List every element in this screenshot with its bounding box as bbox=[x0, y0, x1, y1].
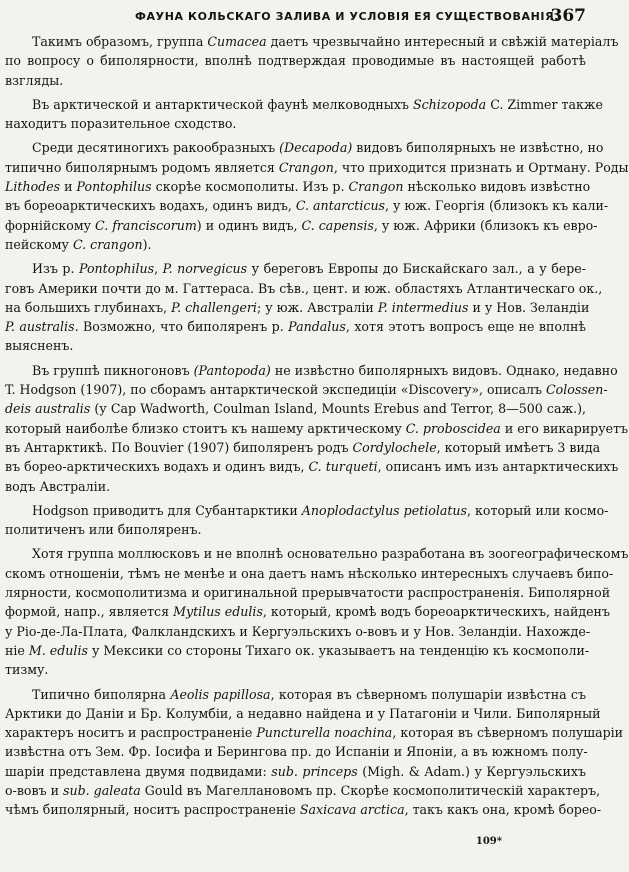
text-line: въ борео-арктическихъ водахъ и одинъ видъ, C. turqueti, описанъ имъ изъ антарктическихъ bbox=[5, 459, 619, 475]
taxon-name: sub. galeata bbox=[63, 782, 141, 798]
text-line: ніе M. edulis у Мексики со стороны Тихаго ок. указываетъ на тенденцію къ космополи- bbox=[5, 642, 590, 658]
taxon-name: (Pantopoda) bbox=[193, 362, 271, 378]
taxon-name: (Decapoda) bbox=[279, 140, 353, 156]
text-line: Такимъ образомъ, группа Cumacea даетъ чрезвычайно интересный и свѣжій матеріалъ bbox=[32, 34, 619, 49]
paragraph bbox=[5, 95, 603, 134]
page-body bbox=[5, 32, 629, 820]
text-line: по вопросу о биполярности, вполнѣ подтверждая проводимые въ настоящей работѣ bbox=[5, 53, 586, 69]
taxon-name: Pontophilus bbox=[79, 261, 155, 277]
taxon-name: P. intermedius bbox=[377, 299, 469, 315]
taxon-name: Crangon bbox=[278, 159, 334, 175]
paragraph bbox=[5, 361, 629, 496]
paragraph bbox=[5, 544, 629, 679]
text-line: Lithodes и Pontophilus скорѣе космополиты. Изъ р. Crangon нѣсколько видовъ извѣстно bbox=[5, 179, 591, 195]
text-line: шаріи представлена двумя подвидами: sub. princeps (Migh. & Adam.) у Кергуэльскихъ bbox=[5, 763, 586, 779]
text-line: типично биполярнымъ родомъ является Crangon, что приходится признать и Ортману. Роды bbox=[5, 159, 629, 175]
text-line: говъ Америки почти до м. Гаттераса. Въ сѣв., цент. и юж. областяхъ Атлантическаго ок., bbox=[5, 280, 603, 296]
text-line: въ бореоарктическихъ водахъ, одинъ видъ, C. antarcticus, у юж. Георгія (близокъ къ кали- bbox=[5, 198, 609, 214]
taxon-name: Pontophilus bbox=[76, 179, 152, 195]
text-line: Въ группѣ пикногоновъ (Pantopoda) не извѣстно биполярныхъ видовъ. Однако, недавно bbox=[32, 362, 618, 378]
text-line: находитъ поразительное сходство. bbox=[5, 116, 237, 132]
text-line: форнійскому C. franciscorum) и одинъ видъ, C. capensis, у юж. Африки (близокъ къ евро- bbox=[5, 217, 598, 233]
taxon-name: Mytilus edulis bbox=[173, 604, 263, 620]
taxon-name: Lithodes bbox=[5, 179, 61, 195]
text-line: скомъ отношеніи, тѣмъ не менѣе и она даетъ намъ нѣсколько интересныхъ случаевъ бипо- bbox=[5, 565, 614, 581]
text-line: Изъ р. Pontophilus, P. norvegicus у береговъ Европы до Бискайскаго зал., а у бере- bbox=[32, 261, 586, 277]
text-line: Хотя группа моллюсковъ и не вполнѣ основательно разработана въ зоогеографическомъ bbox=[32, 546, 629, 562]
text-line: Hodgson приводитъ для Субантарктики Anoplodactylus petiolatus, который или космо- bbox=[32, 502, 609, 518]
text-line: извѣстна отъ Зем. Фр. Іосифа и Берингова пр. до Испаніи и Японіи, а въ южномъ полу- bbox=[5, 744, 588, 760]
text-line: который наиболѣе близко стоитъ къ нашему арктическому C. proboscidea и его викарируетъ bbox=[5, 420, 629, 436]
taxon-name: C. turqueti bbox=[308, 459, 378, 475]
taxon-name: Saxicava arctica bbox=[299, 802, 405, 818]
taxon-name: C. crangon bbox=[72, 236, 143, 252]
text-line: водъ Австраліи. bbox=[5, 478, 111, 494]
text-line: политиченъ или биполяренъ. bbox=[5, 522, 202, 538]
text-line: T. Hodgson (1907), по сборамъ антарктической экспедиціи «Discovery», описалъ Colossen- bbox=[5, 382, 608, 398]
paragraph bbox=[5, 138, 629, 254]
taxon-name: Colossen- bbox=[546, 382, 608, 398]
text-line: пейскому C. crangon). bbox=[5, 236, 152, 252]
paragraph bbox=[5, 501, 609, 540]
text-line: чѣмъ биполярный, носитъ распространеніе Saxicava arctica, такъ какъ она, кромѣ борео- bbox=[5, 802, 602, 818]
text-line: о-вовъ и sub. galeata Gould въ Магеллановомъ пр. Скорѣе космополитическій характеръ, bbox=[5, 782, 601, 798]
taxon-name: sub. princeps bbox=[271, 763, 358, 779]
text-line: Типично биполярна Aeolis papillosa, которая въ сѣверномъ полушаріи извѣстна съ bbox=[32, 686, 587, 702]
taxon-name: Pandalus bbox=[288, 319, 346, 335]
taxon-name: Cordylochele bbox=[352, 439, 437, 455]
taxon-name: P. norvegicus bbox=[162, 261, 248, 277]
taxon-name: M. edulis bbox=[28, 642, 88, 658]
paragraph bbox=[5, 259, 603, 355]
text-line: лярности, космополитизма и оригинальной прерывчатости распространенія. Биполярной bbox=[5, 585, 611, 601]
page-header bbox=[5, 6, 586, 28]
taxon-name: deis australis bbox=[5, 401, 91, 417]
taxon-name: C. antarcticus bbox=[295, 198, 386, 214]
text-line: deis australis (у Cap Wadworth, Coulman Island, Mounts Erebus and Terror, 8—500 саж.), bbox=[5, 401, 586, 417]
taxon-name: C. capensis bbox=[301, 217, 374, 233]
text-line: Въ арктической и антарктической фаунѣ мелководныхъ Schizopoda C. Zimmer также bbox=[32, 96, 603, 112]
taxon-name: Anoplodactylus petiolatus bbox=[301, 502, 468, 518]
text-line: формой, напр., является Mytilus edulis, который, кромѣ водъ бореоарктическихъ, найденъ bbox=[5, 604, 610, 620]
taxon-name: Crangon bbox=[348, 179, 404, 195]
text-line: P. australis. Возможно, что биполяренъ р. Pandalus, хотя этотъ вопросъ еще не вполнѣ bbox=[5, 319, 586, 335]
text-line: на большихъ глубинахъ, P. challengeri; у юж. Австраліи P. intermedius и у Нов. Зеландіи bbox=[5, 299, 590, 315]
printer-signature-mark: 109* bbox=[475, 836, 502, 847]
taxon-name: Cumacea bbox=[207, 34, 267, 49]
paragraph bbox=[5, 685, 624, 820]
text-line: въ Антарктикѣ. По Bouvier (1907) биполяренъ родъ Cordylochele, который имѣетъ 3 вида bbox=[5, 439, 601, 455]
taxon-name: Aeolis papillosa bbox=[170, 686, 271, 702]
text-line: тизму. bbox=[5, 662, 49, 678]
taxon-name: Puncturella noachina bbox=[256, 725, 393, 741]
taxon-name: C. proboscidea bbox=[405, 420, 501, 436]
taxon-name: P. challengeri bbox=[171, 299, 257, 315]
text-line: взгляды. bbox=[5, 72, 64, 88]
text-line: характеръ носитъ и распространеніе Puncturella noachina, которая въ сѣверномъ полушаріи bbox=[5, 725, 624, 741]
taxon-name: Schizopoda bbox=[412, 96, 487, 112]
taxon-name: C. franciscorum bbox=[95, 217, 197, 233]
paragraph bbox=[5, 32, 619, 90]
text-line: выясненъ. bbox=[5, 338, 74, 354]
text-line: Среди десятиногихъ ракообразныхъ (Decapoda) видовъ биполярныхъ не извѣстно, но bbox=[32, 140, 604, 156]
text-line: у Ріо-де-Ла-Плата, Фалкландскихъ и Кергуэльскихъ о-вовъ и у Нов. Зеландіи. Нахожде- bbox=[5, 623, 591, 639]
running-head: ФАУНА КОЛЬСКАГО ЗАЛИВА И УСЛОВІЯ ЕЯ СУЩЕСТВОВАНІЯ. bbox=[135, 10, 559, 23]
taxon-name: P. australis bbox=[5, 319, 75, 335]
text-line: Арктики до Даніи и Бр. Колумбіи, а недавно найдена и у Патагоніи и Чили. Биполярный bbox=[5, 705, 601, 721]
page-number: 367 bbox=[550, 6, 586, 26]
